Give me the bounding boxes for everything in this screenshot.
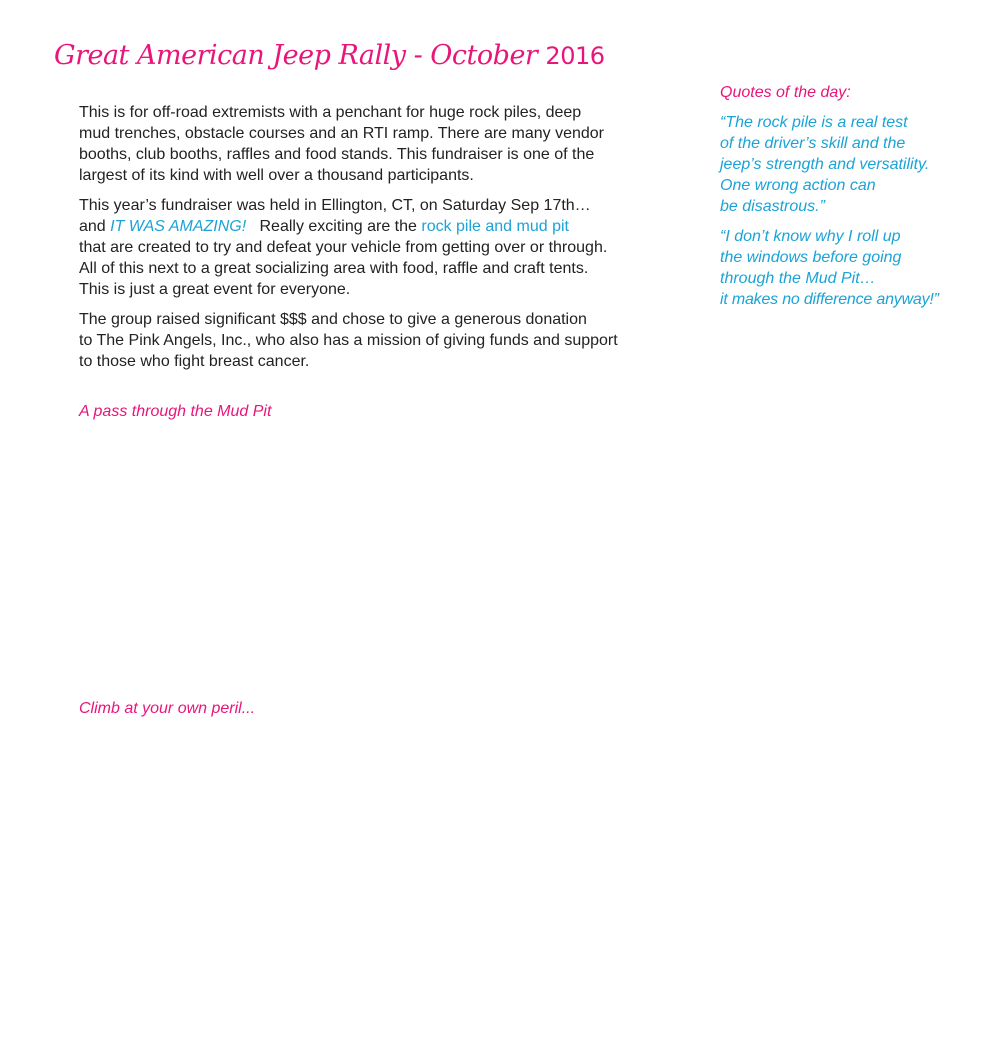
event-and-text: and bbox=[79, 218, 111, 235]
quote1-line-2: of the driver’s skill and the bbox=[720, 135, 906, 152]
intro-line-4: largest of its kind with well over a thousand participants. bbox=[79, 167, 474, 184]
amazing-highlight: IT WAS AMAZING! bbox=[110, 218, 247, 235]
intro-line-2: mud trenches, obstacle courses and an RTI ramp. There are many vendor bbox=[79, 125, 605, 142]
quote1-line-3: jeep’s strength and versatility. bbox=[720, 156, 930, 173]
event-line-1: This year’s fundraiser was held in Ellington, CT, on Saturday Sep 17th… bbox=[79, 197, 591, 214]
mud-pit-caption: A pass through the Mud Pit bbox=[79, 403, 272, 420]
climb-caption: Climb at your own peril... bbox=[79, 700, 256, 717]
page-title-text: Great American Jeep Rally - October bbox=[54, 40, 546, 71]
event-paragraph bbox=[79, 195, 679, 300]
article-body bbox=[79, 102, 679, 381]
quote2-line-4: it makes no difference anyway!” bbox=[720, 291, 939, 308]
donation-line-3: to those who fight breast cancer. bbox=[79, 353, 310, 370]
rock-pile-mud-pit-link[interactable]: rock pile and mud pit bbox=[421, 218, 569, 235]
page-title bbox=[54, 40, 605, 71]
quote1-line-4: One wrong action can bbox=[720, 177, 876, 194]
quotes-sidebar bbox=[720, 82, 982, 319]
quote-rock-pile bbox=[720, 112, 982, 217]
quote-mud-pit bbox=[720, 226, 982, 310]
donation-line-2: to The Pink Angels, Inc., who also has a mission of giving funds and support bbox=[79, 332, 618, 349]
quote2-line-1: “I don’t know why I roll up bbox=[720, 228, 901, 245]
intro-paragraph bbox=[79, 102, 679, 186]
intro-line-3: booths, club booths, raffles and food stands. This fundraiser is one of the bbox=[79, 146, 595, 163]
event-line-3: that are created to try and defeat your vehicle from getting over or through. bbox=[79, 239, 608, 256]
quote2-line-3: through the Mud Pit… bbox=[720, 270, 876, 287]
event-line-4: All of this next to a great socializing area with food, raffle and craft tents. bbox=[79, 260, 589, 277]
event-exciting-text: Really exciting are the bbox=[246, 218, 422, 235]
donation-paragraph bbox=[79, 309, 679, 372]
quote1-line-1: “The rock pile is a real test bbox=[720, 114, 908, 131]
intro-line-1: This is for off-road extremists with a penchant for huge rock piles, deep bbox=[79, 104, 582, 121]
quotes-heading: Quotes of the day: bbox=[720, 84, 851, 101]
event-line-5: This is just a great event for everyone. bbox=[79, 281, 351, 298]
quote1-line-5: be disastrous.” bbox=[720, 198, 825, 215]
donation-line-1: The group raised significant $$$ and chose to give a generous donation bbox=[79, 311, 587, 328]
quote2-line-2: the windows before going bbox=[720, 249, 902, 266]
page-title-year: 2016 bbox=[545, 42, 605, 70]
